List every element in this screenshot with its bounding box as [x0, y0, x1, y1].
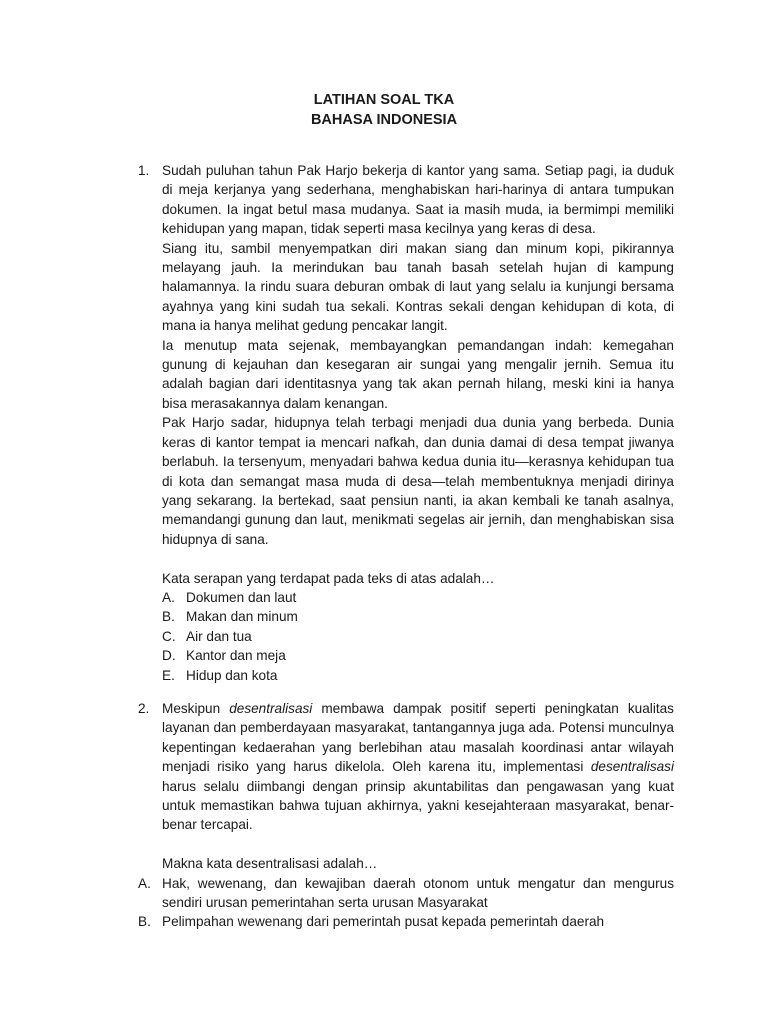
italic-term: desentralisasi [229, 701, 313, 716]
option-label: D. [162, 648, 176, 664]
document-title [0, 91, 768, 130]
passage-text: Meskipun [162, 701, 230, 716]
question-body [162, 161, 674, 685]
title-line-1: LATIHAN SOAL TKA [313, 92, 455, 108]
option-c[interactable] [162, 627, 674, 646]
option-text: Pelimpahan wewenang dari pemerintah pusat kepada pemerintah daerah [162, 914, 605, 930]
passage-paragraph: Sudah puluhan tahun Pak Harjo bekerja di kantor yang sama. Setiap pagi, ia duduk di meja kerjanya yang sederhana, menghabiskan hari-harinya di antara tumpukan dokumen. Ia ingat betul masa mudanya. Saat ia masih muda, ia bermimpi memiliki kehidupan yang mapan, tidak seperti masa kecilnya yang keras di desa. [162, 163, 674, 237]
question-body [138, 699, 674, 932]
question-2 [138, 699, 674, 932]
answer-options [138, 874, 674, 932]
passage-paragraph: Pak Harjo sadar, hidupnya telah terbagi menjadi dua dunia yang berbeda. Dunia keras di kantor tempat ia mencari nafkah, dan dunia damai di desa tempat jiwanya berlabuh. Ia tersenyum, menyadari bahwa kedua dunia itu—kerasnya kehidupan tua di kota dan semangat masa muda di desa—telah membentuknya menjadi dirinya yang sekarang. Ia bertekad, saat pensiun nanti, ia akan kembali ke tanah asalnya, memandangi gunung dan laut, menikmati segelas air jernih, dan menghabiskan sisa hidupnya di sana. [162, 415, 674, 547]
question-prompt: Makna kata desentralisasi adalah… [162, 856, 378, 872]
passage-paragraph: Siang itu, sambil menyempatkan diri makan siang dan minum kopi, pikirannya melayang jauh. Ia merindukan bau tanah basah setelah hujan di kampung halamannya. Ia rindu suara deburan ombak di laut yang selalu ia kunjungi bersama ayahnya yang kini sudah tua sekali. Kontras sekali dengan kehidupan di kota, di mana ia hanya melihat gedung pencakar langit. [162, 240, 674, 334]
option-b[interactable] [138, 912, 674, 931]
option-a[interactable] [138, 874, 674, 913]
option-e[interactable] [162, 666, 674, 685]
answer-options [162, 588, 674, 685]
option-b[interactable] [162, 607, 674, 626]
option-text: Kantor dan meja [186, 648, 286, 664]
option-a[interactable] [162, 588, 674, 607]
italic-term: desentralisasi [590, 759, 674, 775]
option-text: Hidup dan kota [186, 667, 278, 683]
option-text: Dokumen dan laut [186, 589, 297, 605]
option-text: Makan dan minum [186, 609, 298, 625]
option-text: Air dan tua [186, 628, 252, 644]
option-label: E. [162, 667, 175, 683]
question-number: 2. [138, 701, 150, 716]
passage-paragraph: Ia menutup mata sejenak, membayangkan pemandangan indah: kemegahan gunung di kejauhan dan kesegaran air sungai yang mengalir jernih. Semua itu adalah bagian dari identitasnya yang tak akan pernah hilang, meski kini ia hanya bisa merasakannya dalam kenangan. [162, 337, 674, 411]
option-label: A. [162, 589, 175, 605]
question-prompt: Kata serapan yang terdapat pada teks di atas adalah… [162, 570, 495, 586]
option-label: B. [162, 609, 175, 625]
option-label: A. [138, 875, 151, 891]
option-d[interactable] [162, 646, 674, 665]
option-label: C. [162, 628, 176, 644]
passage-text: membawa dampak positif seperti peningkatan kualitas layanan dan pemberdayaan masyarakat, tantangannya juga ada. Potensi munculnya kepentingan kedaerahan yang berlebihan atau masalah koordinasi antar wilayah menjadi risiko yang harus dikelola. Oleh karena itu, implementasi [162, 701, 674, 775]
passage-text: harus selalu diimbangi dengan prinsip akuntabilitas dan pengawasan yang kuat untuk memastikan bahwa tujuan akhirnya, yakni kesejahteraan masyarakat, benar-benar tercapai. [162, 778, 674, 833]
question-number: 1. [138, 163, 150, 178]
passage-paragraph [162, 699, 674, 835]
option-label: B. [138, 914, 151, 930]
option-text: Hak, wewenang, dan kewajiban daerah otonom untuk mengatur dan mengurus sendiri urusan pemerintahan serta urusan Masyarakat [162, 875, 674, 911]
title-line-2: BAHASA INDONESIA [310, 111, 458, 128]
question-1 [138, 161, 674, 685]
